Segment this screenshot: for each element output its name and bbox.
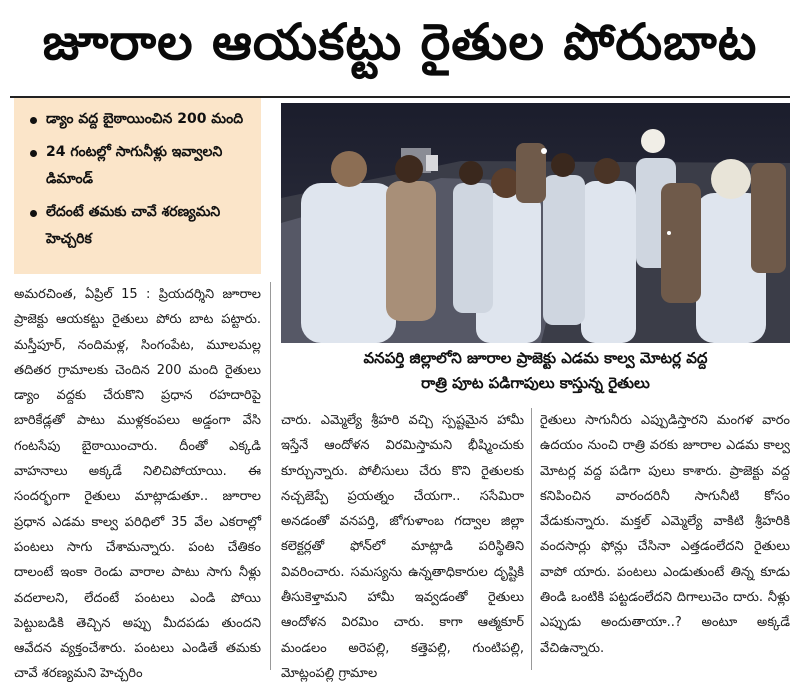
photo-farmers-at-night xyxy=(281,103,790,343)
column-divider xyxy=(270,282,271,670)
highlights-box xyxy=(14,98,261,274)
article-column-3 xyxy=(540,408,790,661)
headline: జూరాల ఆయకట్టు రైతుల పోరుబాట xyxy=(42,12,758,71)
news-photo xyxy=(281,103,790,343)
column-text: చారు. ఎమ్మెల్యే శ్రీహరి వచ్చి స్పష్టమైన హామీ ఇస్తేనే ఆందోళన విరమిస్తామని భీష్మించుకు కూర్చున్నారు. పోలీసులు చేరు కొని రైతులకు నచ్చజెప్పే ప్రయత్నం చేయగా.. ససేమిరా అనడంతో వనపర్తి, జోగుళాంబ గద్వాల జిల్లా కలెక్టర్లతో ఫోన్‌లో మాట్లాడి పరిస్థితిని వివరించారు. సమస్యను ఉన్నతాధికారుల దృష్టికి తీసుకెళ్తామని హామీ ఇవ్వడంతో రైతులు ఆందోళన విరమిం చారు. కాగా ఆత్మకూర్ మండలం అరెపల్లి, కత్తెపల్లి, గుంటిపల్లి, మోట్లంపల్లి గ్రామాల xyxy=(281,413,524,681)
highlight-item: లేదంటే తమకు చావే శరణ్యమని హెచ్చరిక xyxy=(28,199,253,253)
highlight-item: 24 గంటల్లో సాగునీళ్లు ఇవ్వాలని డిమాండ్ xyxy=(28,139,253,193)
highlight-item: డ్యాం వద్ద బైఠాయించిన 200 మంది xyxy=(28,106,253,133)
column-text: అమరచింత, ఏప్రిల్ 15 : ప్రియదర్శిని జూరాల ప్రాజెక్టు ఆయకట్టు రైతులు పోరు బాట పట్టారు. మస్తీపూర్, నందిమళ్ల, సింగంపేట, మూలమల్ల తదితర గ్రామాలకు చెందిన 200 మంది రైతులు డ్యాం వద్దకు చేరుకొని ప్రధాన రహదారిపై బారికేడ్లతో పాటు ముళ్లకంపలు అడ్డంగా వేసి గంటసేపు బైఠాయించారు. దీంతో ఎక్కడి వాహనాలు అక్కడే నిలిచిపోయాయి. ఈ సందర్భంగా రైతులు మాట్లాడుతూ.. జూరాల ప్రధాన ఎడమ కాల్వ పరిధిలో 35 వేల ఎకరాల్లో పంటలు సాగు చేశామన్నారు. పంట చేతికం దాలంటే ఇంకా రెండు వారాల పాటు సాగు నీళ్లు వదలాలని, లేదంటే పంటలు ఎండి పోయి పెట్టుబడికి తెచ్చిన అప్పు మీదపడు తుందని ఆవేదన వ్యక్తంచేశారు. పంటలు ఎండితే తమకు చావే శరణ్యమని హెచ్చరిం xyxy=(14,287,261,682)
article-column-2 xyxy=(281,408,524,686)
column-text: రైతులు సాగునీరు ఎప్పుడిస్తారని మంగళ వారం ఉదయం నుంచి రాత్రి వరకు జూరాల ఎడమ కాల్వ మోటర్ల వద్ద పడిగా పులు కాశారు. ప్రాజెక్టు వద్ద కనిపించిన వారందరినీ సాగునీటి కోసం వేడుకున్నారు. మక్తల్ ఎమ్మెల్యే వాకిటి శ్రీహరికి వందసార్లు ఫోన్లు చేసినా ఎత్తడంలేదని రైతులు వాపో యారు. పంటలు ఎండుతుంటే తిన్న కూడు తిండి ఒంటికి పట్టడంలేదని దిగాలుచెం దారు. నీళ్లు ఎప్పుడు అందుతాయా..? అంటూ అక్కడే వేచిఉన్నారు. xyxy=(540,413,790,656)
caption-line: వనపర్తి జిల్లాలోని జూరాల ప్రాజెక్టు ఎడమ కాల్వ మోటర్ల వద్ద xyxy=(363,349,708,367)
caption-line: రాత్రి పూట పడిగాపులు కాస్తున్న రైతులు xyxy=(421,374,650,392)
column-divider xyxy=(531,408,532,670)
photo-caption xyxy=(281,346,790,400)
article-column-1 xyxy=(14,282,261,687)
